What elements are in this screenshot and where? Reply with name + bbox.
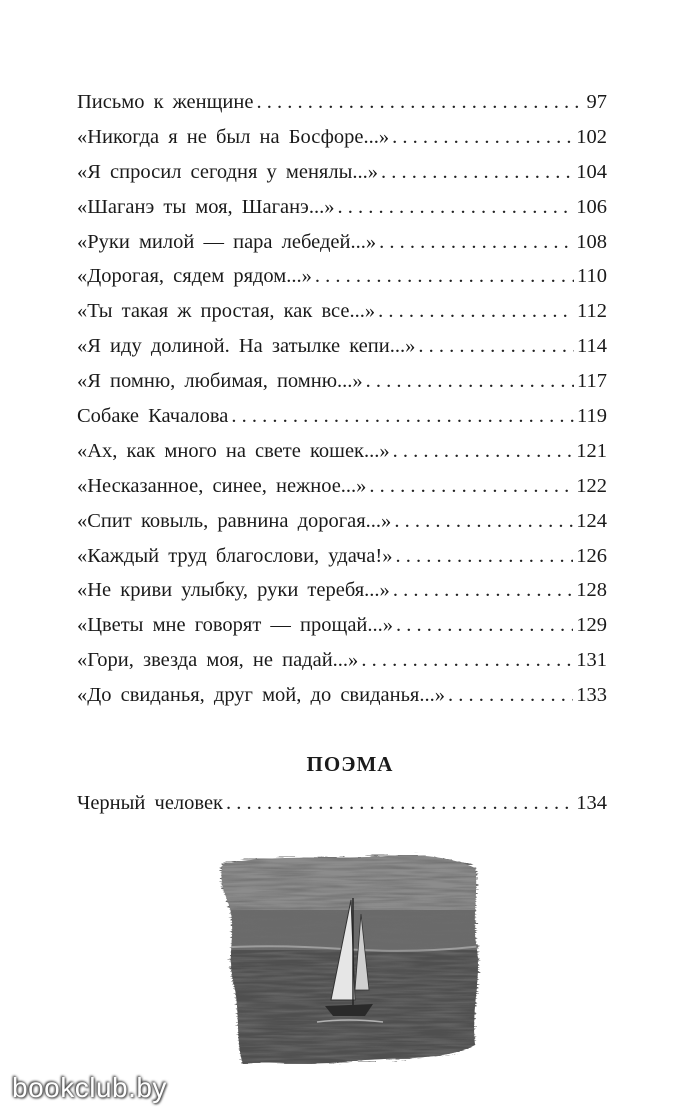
toc-entry-page: 117 [577,370,607,393]
toc-entry-page: 112 [577,300,607,323]
toc-entry-page: 97 [586,91,607,113]
toc-entry-title: «Шаганэ ты моя, Шаганэ...» [77,195,335,218]
toc-leader-dots [337,190,573,225]
toc-entry-page: 133 [576,684,607,707]
toc-entry-title: «Я иду долиной. На затылке кепи...» [77,335,416,358]
toc-entry-page: 129 [576,614,607,637]
toc-entry-title: Собаке Качалова [77,405,229,428]
toc-entry-title: «Руки милой — пара лебедей...» [77,230,377,253]
toc-entry [77,85,607,120]
toc-entry-title: «До свиданья, друг мой, до свиданья...» [77,684,445,707]
toc-entry [77,786,607,821]
toc-entry-title: «Никогда я не был на Босфоре...» [77,125,390,148]
toc-entry [77,329,607,364]
toc-entry-title: «Ты такая ж простая, как все...» [77,300,376,323]
toc-entry [77,120,607,155]
toc-entry-page: 131 [576,649,607,672]
toc-entry-page: 119 [577,405,607,428]
toc-entry-title: Письмо к женщине [77,91,254,113]
toc-entry-page: 121 [576,439,607,462]
toc-leader-dots [381,155,573,190]
toc-leader-dots [379,225,573,260]
toc-entry-title: «Я спросил сегодня у менялы...» [77,160,378,183]
toc-entry [77,469,607,504]
toc-entry [77,190,607,225]
toc-entry [77,539,607,574]
toc-entry [77,225,607,260]
toc-entry [77,608,607,643]
toc-entry [77,573,607,608]
toc-leader-dots [396,608,573,643]
toc-leader-dots [394,504,573,539]
section-heading-poem: ПОЭМА [306,752,394,776]
toc-leader-dots [418,329,574,364]
toc-leader-dots [366,364,574,399]
toc-entry-title: Черный человек [77,792,224,814]
toc-entry [77,259,607,294]
toc-leader-dots [369,469,573,504]
toc-entry-page: 110 [577,265,607,288]
toc-entry [77,155,607,190]
toc-leader-dots [395,539,573,574]
toc-entry-page: 102 [576,125,607,148]
toc-leader-dots [393,434,574,469]
toc-entry [77,399,607,434]
toc-entry-page: 124 [576,509,607,532]
toc-entry-title: «Не криви улыбку, руки теребя...» [77,579,390,602]
toc-entry-page: 122 [576,474,607,497]
toc-entry-title: «Цветы мне говорят — прощай...» [77,614,394,637]
toc-leader-dots [392,120,573,155]
toc-entry-page: 108 [576,230,607,253]
toc-entry-title: «Несказанное, синее, нежное...» [77,474,367,497]
toc-leader-dots [378,294,574,329]
toc-entry-title: «Я помню, любимая, помню...» [77,370,363,393]
toc-leader-dots [393,573,573,608]
toc-entry-page: 134 [576,792,607,814]
toc-leader-dots [448,678,573,713]
toc-entry [77,434,607,469]
toc-leader-dots [315,259,574,294]
toc-entry-title: «Дорогая, сядем рядом...» [77,265,312,288]
toc-entry-page: 104 [576,160,607,183]
toc-leader-dots [256,85,583,120]
toc-entry [77,294,607,329]
toc-entry-title: «Каждый труд благослови, удача!» [77,544,393,567]
toc-entry [77,504,607,539]
toc-entry-title: «Ах, как много на свете кошек...» [77,439,390,462]
watermark-text: bookclub.by [12,1072,167,1103]
toc-entry-page: 106 [576,195,607,218]
toc-leader-dots [231,399,574,434]
toc-entry-page: 126 [576,544,607,567]
table-of-contents [77,85,607,713]
toc-entry-page: 114 [577,335,607,358]
toc-entry-page: 128 [576,579,607,602]
toc-entry [77,643,607,678]
toc-entry-title: «Гори, звезда моя, не падай...» [77,649,359,672]
toc-leader-dots [226,786,573,821]
poem-table-of-contents [77,786,607,821]
toc-entry [77,678,607,713]
toc-leader-dots [361,643,573,678]
toc-entry-title: «Спит ковыль, равнина дорогая...» [77,509,392,532]
sailboat-illustration [213,850,483,1070]
toc-entry [77,364,607,399]
